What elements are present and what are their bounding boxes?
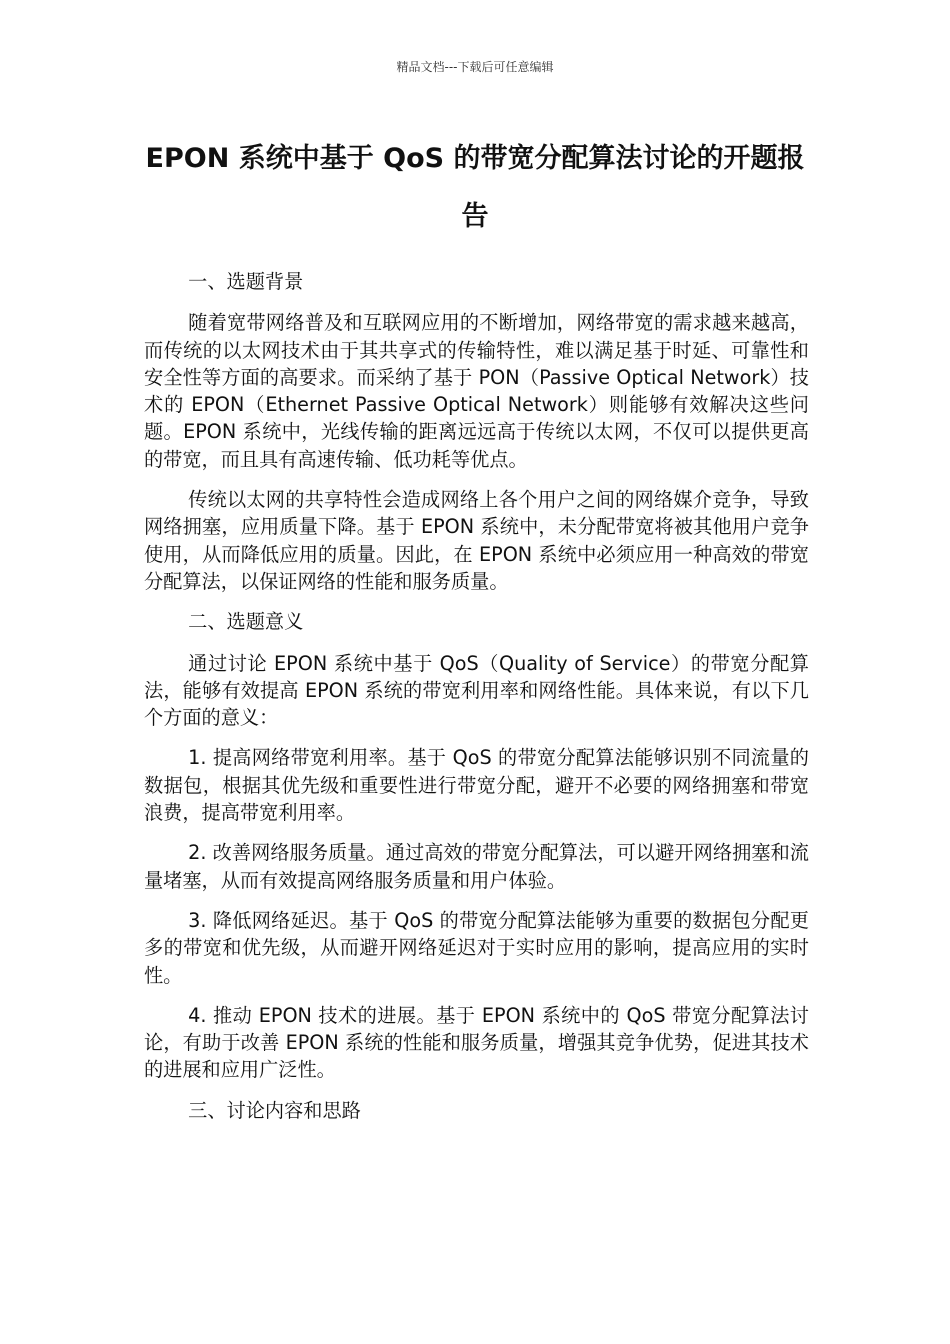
paragraph: 通过讨论 EPON 系统中基于 QoS（Quality of Service）的带宽分配算法，能够有效提高 EPON 系统的带宽利用率和网络性能。具体来说，有以下几个方面的意义： bbox=[144, 651, 809, 730]
document-body bbox=[144, 268, 809, 1138]
paragraph: 传统以太网的共享特性会造成网络上各个用户之间的网络媒介竞争，导致网络拥塞，应用质量下降。基于 EPON 系统中，未分配带宽将被其他用户竞争使用，从而降低应用的质量。因此，在 EPON 系统中必须应用一种高效的带宽分配算法，以保证网络的性能和服务质量。 bbox=[144, 488, 809, 593]
document-title: EPON 系统中基于 QoS 的带宽分配算法讨论的开题报告 bbox=[145, 143, 805, 232]
list-item: 1. 提高网络带宽利用率。基于 QoS 的带宽分配算法能够识别不同流量的数据包，根据其优先级和重要性进行带宽分配，避开不必要的网络拥塞和带宽浪费，提高带宽利用率。 bbox=[144, 746, 809, 825]
paragraph: 随着宽带网络普及和互联网应用的不断增加，网络带宽的需求越来越高，而传统的以太网技术由于其共享式的传输特性，难以满足基于时延、可靠性和安全性等方面的高要求。而采纳了基于 PON（Passive Optical Network）技术的 EPON（Ethernet Passive Optical Network）则能够有效解决这些问题。EPON 系统中，光线传输的距离远远高于传统以太网，不仅可以提供更高的带宽，而且具有高速传输、低功耗等优点。 bbox=[144, 311, 809, 471]
list-item: 2. 改善网络服务质量。通过高效的带宽分配算法，可以避开网络拥塞和流量堵塞，从而有效提高网络服务质量和用户体验。 bbox=[144, 841, 809, 892]
list-item: 3. 降低网络延迟。基于 QoS 的带宽分配算法能够为重要的数据包分配更多的带宽和优先级，从而避开网络延迟对于实时应用的影响，提高应用的实时性。 bbox=[144, 908, 809, 987]
list-item: 4. 推动 EPON 技术的进展。基于 EPON 系统中的 QoS 带宽分配算法讨论，有助于改善 EPON 系统的性能和服务质量，增强其竞争优势，促进其技术的进展和应用广泛性。 bbox=[144, 1003, 809, 1082]
section-heading-significance: 二、选题意义 bbox=[188, 610, 304, 634]
page-header-note: 精品文档---下载后可任意编辑 bbox=[396, 60, 554, 74]
section-heading-content: 三、讨论内容和思路 bbox=[188, 1098, 361, 1122]
section-heading-background: 一、选题背景 bbox=[188, 270, 304, 293]
